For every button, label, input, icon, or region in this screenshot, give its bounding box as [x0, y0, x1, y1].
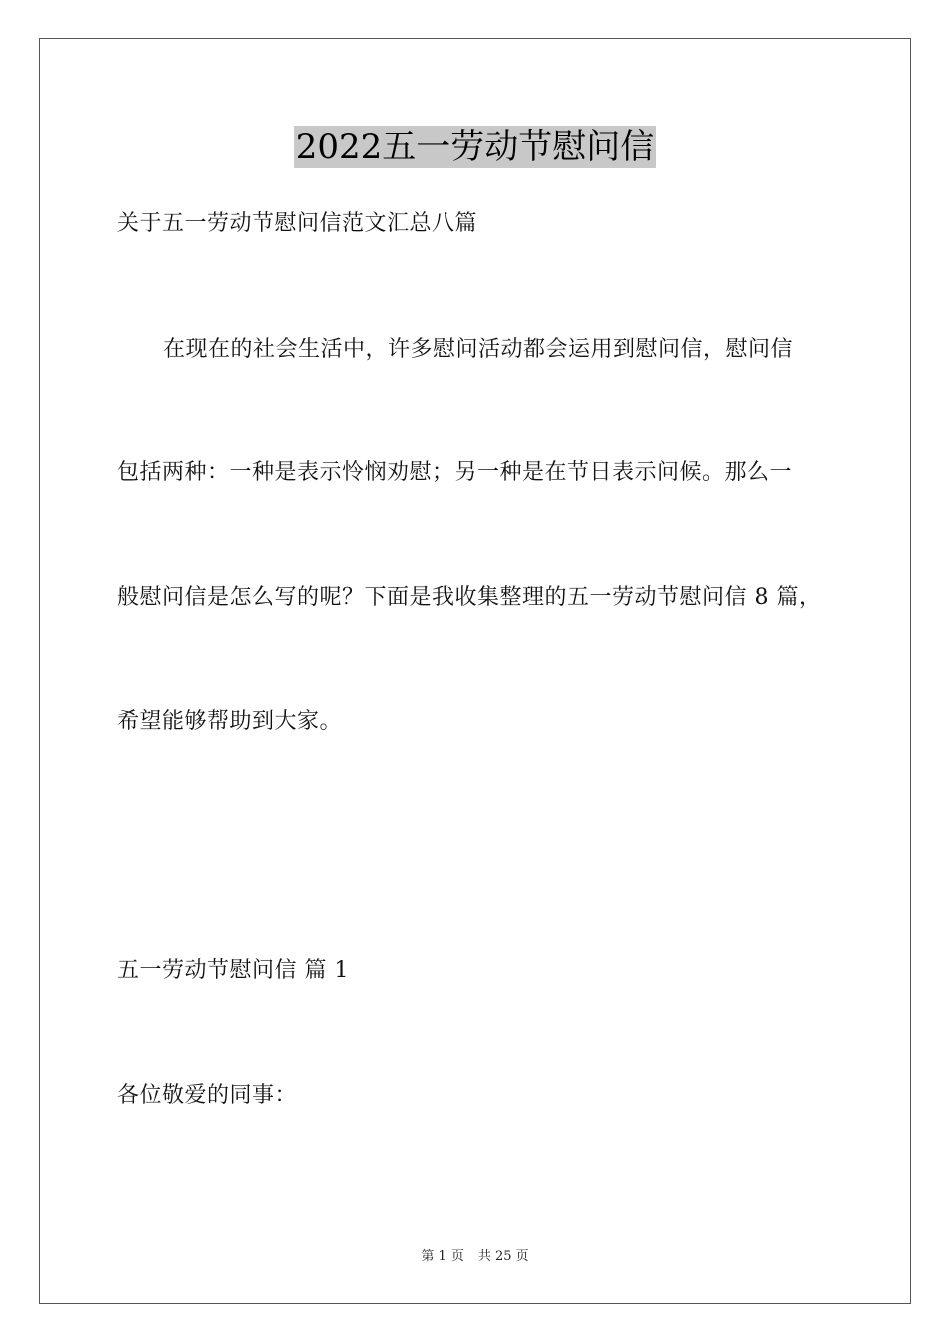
page-footer [0, 1248, 950, 1266]
intro-paragraph-line: 包括两种：一种是表示怜悯劝慰；另一种是在节日表示问候。那么一 [117, 460, 793, 485]
page-number: 第 1 页 [421, 1249, 464, 1264]
salutation: 各位敬爱的同事： [117, 1083, 298, 1108]
intro-paragraph-line: 般慰问信是怎么写的呢？下面是我收集整理的五一劳动节慰问信 8 篇， [117, 585, 822, 610]
intro-paragraph-line: 希望能够帮助到大家。 [117, 709, 343, 734]
page-total: 共 25 页 [477, 1249, 529, 1264]
intro-paragraph-line: 在现在的社会生活中，许多慰问活动都会运用到慰问信，慰问信 [163, 337, 794, 362]
section-heading: 五一劳动节慰问信 篇 1 [117, 958, 349, 983]
document-subtitle: 关于五一劳动节慰问信范文汇总八篇 [117, 211, 478, 236]
document-title: 2022五一劳动节慰问信 [295, 127, 655, 167]
title-container [0, 126, 950, 168]
